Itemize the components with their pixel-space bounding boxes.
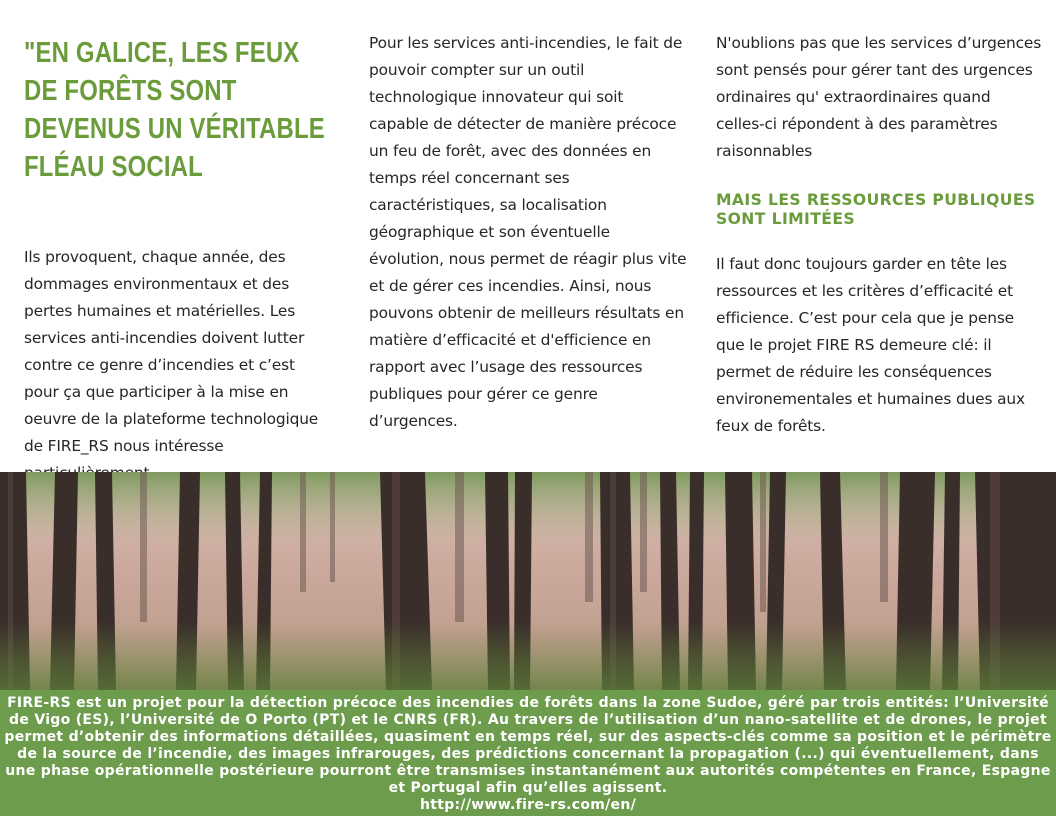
project-description: FIRE-RS est un projet pour la détection précoce des incendies de forêts dans la zone Sudoe, géré par trois entités: l’Université de Vigo (ES), l’Université de O Porto (PT) et le CNRS (FR). Au travers de l’utilisation d’un nano-satellite et de drones, le projet permet d’obtenir des informations détaillées, quasiment en temps réel, sur des aspects-clés comme sa position et le périmètre de la source de l’incendie, des images infrarouges, des prédictions concernant la propagation (...) qui éventuellement, dans une phase opérationnelle postérieure pourront être transmises instantanément aux autorités compétentes en France, Espagne et Portugal afin qu’elles agissent. <box>4 695 1052 796</box>
column-right <box>716 30 1042 440</box>
right-paragraph-1: N'oublions pas que les services d’urgences sont pensés pour gérer tant des urgences ordinaires qu' extraordinaires quand celles-ci répondent à des paramètres raisonnables <box>716 34 1042 160</box>
middle-paragraph: Pour les services anti-incendies, le fait de pouvoir compter sur un outil technologique innovateur qui soit capable de détecter de manière précoce un feu de forêt, avec des données en temps réel concernant ses caractéristiques, sa localisation géographique et son éventuelle évolution, nous permet de réagir plus vite et de gérer ces incendies. Ainsi, nous pouvons obtenir de meilleurs résultats en matière d’efficacité et d'efficience en rapport avec l’usage des ressources publiques pour gérer ce genre d’urgences. <box>369 34 687 430</box>
column-middle <box>369 30 687 435</box>
column-left <box>24 30 324 487</box>
forest-photo <box>0 472 1056 690</box>
intro-paragraph: Ils provoquent, chaque année, des dommages environmentaux et des pertes humaines et matérielles. Les services anti-incendies doivent lutter contre ce genre d’incendies et c’est pour ça que participer à la mise en oeuvre de la plateforme technologique de FIRE_RS nous intéresse <box>24 248 319 455</box>
project-url-link[interactable]: http://www.fire-rs.com/en/ <box>419 797 637 813</box>
section-subheading: MAIS LES RESSOURCES PUBLIQUES SONT LIMITÉES <box>716 191 1036 228</box>
right-paragraph-2: Il faut donc toujours garder en tête les ressources et les critères d’efficacité et efficience. C’est pour cela que je pense que le projet FIRE RS demeure clé: il permet de réduire les conséquences environementales et humaines dues aux feux de forêts. <box>716 255 1025 435</box>
article-headline: "EN GALICE, LES FEUX DE FORÊTS SONT DEVENUS UN VÉRITABLE FLÉAU SOCIAL <box>24 37 325 183</box>
project-footer <box>0 690 1056 816</box>
